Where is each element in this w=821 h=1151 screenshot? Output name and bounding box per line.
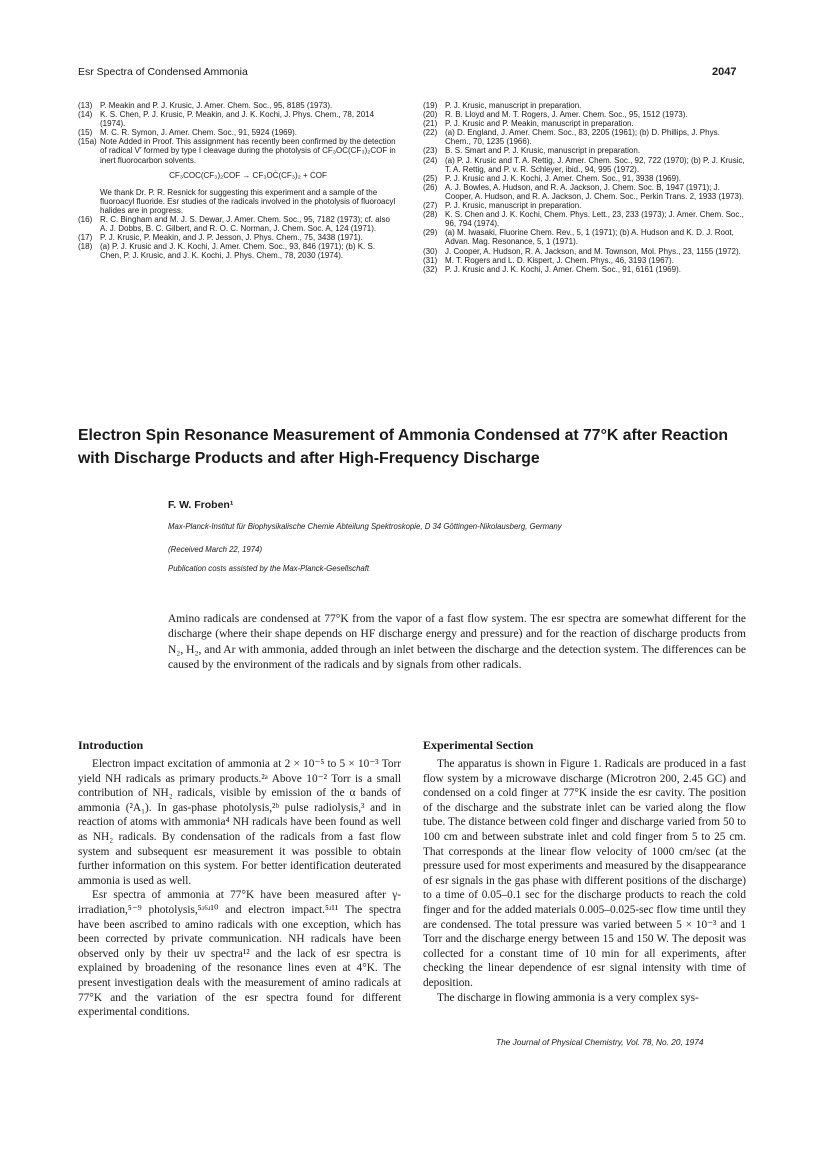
references-right <box>423 101 746 274</box>
reference-25: (25) P. J. Krusic and J. K. Kochi, J. Amer. Chem. Soc., 91, 3938 (1969). <box>423 173 681 183</box>
reference-26: (26) A. J. Bowles, A. Hudson, and R. A. Jackson, J. Chem. Soc. B, 1947 (1971); J. Cooper, A. Hudson, and R. A. Jackson, J. Chem. Soc., Perkin Trans. 2, 1933 (1973). <box>423 182 744 201</box>
author: F. W. Froben¹ <box>168 499 234 511</box>
reference-13: (13) P. Meakin and P. J. Krusic, J. Amer. Chem. Soc., 95, 8185 (1973). <box>78 101 333 110</box>
reference-31: (31) M. T. Rogers and L. D. Kispert, J. Chem. Phys., 46, 3193 (1967). <box>423 255 674 265</box>
article-title: Electron Spin Resonance Measurement of Ammonia Condensed at 77°K after Reaction with Discharge Products and after High-Frequency Discharge <box>78 427 729 467</box>
affiliation: Max-Planck-Institut für Biophysikalische Chemie Abteilung Spektroskopie, D 34 Göttingen-Nikolausberg, Germany <box>168 522 562 531</box>
introduction-paragraph: Electron impact excitation of ammonia at 2 × 10⁻⁵ to 5 × 10⁻³ Torr yield NH radicals as primary products.²ᵃ Above 10⁻² Torr is a small contribution of NH₂ radicals, visible by emission of the α bands of ammonia (²A₁). In gas-phase photolysis,²ᵇ pulse radiolysis,³ and in reaction of atoms with ammonia⁴ NH radicals have been found as well as NH₂ radicals. By condensation of the radicals from a fast flow system and subsequent esr measurement it was possible to obtain further information on this system. For better identification deuterated ammonia is used as well. <box>78 758 401 887</box>
introduction-paragraph: Esr spectra of ammonia at 77°K have been measured after γ-irradiation,⁵⁻⁹ photolysis,⁵ʴ⁶ʴ¹⁰ and electron impact.⁵ʴ¹¹ The spectra have been ascribed to amino radicals with one exception, which has been corrected by private communication. NH radicals have been observed only by their uv spectra¹² and the lack of esr spectra is explained by broadening of the resonance lines even at 4°K. The present investigation deals with the measurement of amino radicals at 77°K and the variation of the esr spectra found for different experimental conditions. <box>78 889 401 1019</box>
acknowledgment-note: We thank Dr. P. R. Resnick for suggesting this experiment and a sample of the fluoroacyl fluoride. Esr studies of the radicals involved in the photolysis of fluoroacyl halides are in progress. <box>100 187 396 215</box>
reference-16: (16) R. C. Bingham and M. J. S. Dewar, J. Amer. Chem. Soc., 95, 7182 (1973); cf. also A. J. Dobbs, B. C. Gilbert, and R. O. C. Norman, J. Chem. Soc. A, 124 (1971). <box>78 215 390 234</box>
introduction-heading: Introduction <box>78 738 144 752</box>
reference-23: (23) B. S. Smart and P. J. Krusic, manuscript in preparation. <box>423 146 641 156</box>
reference-27: (27) P. J. Krusic, manuscript in preparation. <box>423 201 582 211</box>
journal-footer: The Journal of Physical Chemistry, Vol. 78, No. 20, 1974 <box>496 1037 704 1047</box>
reference-29: (29) (a) M. Iwasaki, Fluorine Chem. Rev., 5, 1 (1971); (b) A. Hudson and K. D. J. Root, Advan. Mag. Resonance, 5, 1 (1971). <box>423 228 734 247</box>
experimental-paragraph: The discharge in flowing ammonia is a very complex sys- <box>437 991 699 1004</box>
experimental-paragraph: The apparatus is shown in Figure 1. Radicals are produced in a fast flow system by a microwave discharge (Microtron 200, 2.45 GC) and condensed on a cold finger at 77°K inside the esr cavity. The position of the discharge and the substrate inlet can be varied along the flow tube. The distance between cold finger and discharge varied from 50 to 100 cm and between substrate inlet and cold finger from 5 to 25 cm. That corresponds at the linear flow velocity of 1000 cm/sec (at the pressure used for most experiments and measured by the disappearance of esr signals in the gas phase with different positions of the discharge) to a time of 0.05–0.1 sec for the discharge products to reach the cold finger and for the added materials 0.005–0.025-sec flow time until they are condensed. The total pressure was varied between 5 × 10⁻³ and 1 Torr and the discharge energy between 15 and 150 W. The deposit was collected for a constant time of 10 min for all experiments, after checking the linear dependence of esr signal intensity with time of deposition. <box>423 758 746 989</box>
running-head: Esr Spectra of Condensed Ammonia <box>78 66 248 78</box>
reference-20: (20) R. B. Lloyd and M. T. Rogers, J. Amer. Chem. Soc., 95, 1512 (1973). <box>423 110 688 120</box>
page-number: 2047 <box>712 66 737 78</box>
received-date: (Received March 22, 1974) <box>168 545 263 554</box>
reference-24: (24) (a) P. J. Krusic and T. A. Rettig, J. Amer. Chem. Soc., 92, 722 (1970); (b) P. J. Krusic, T. A. Rettig, and P. v. R. Schleyer, ibid., 94, 995 (1972). <box>423 155 745 174</box>
publication-costs: Publication costs assisted by the Max-Planck-Gesellschaft <box>168 564 370 573</box>
reference-14: (14) K. S. Chen, P. J. Krusic, P. Meakin, and J. K. Kochi, J. Phys. Chem., 78, 2014 (1974). <box>78 110 375 129</box>
reference-15: (15) M. C. R. Symon, J. Amer. Chem. Soc., 91, 5924 (1969). <box>78 128 297 138</box>
experimental-heading: Experimental Section <box>423 738 534 752</box>
reference-18: (18) (a) P. J. Krusic and J. K. Kochi, J. Amer. Chem. Soc., 93, 846 (1971); (b) K. S. Chen, P. J. Krusic, and J. K. Kochi, J. Phys. Chem., 78, 2030 (1974). <box>78 242 376 261</box>
introduction-section <box>78 738 401 1020</box>
reference-22: (22) (a) D. England, J. Amer. Chem. Soc., 83, 2205 (1961); (b) D. Phillips, J. Phys. Chem., 70, 1235 (1966). <box>423 128 720 147</box>
reference-32: (32) P. J. Krusic and J. K. Kochi, J. Amer. Chem. Soc., 91, 6161 (1969). <box>423 264 681 274</box>
reference-21: (21) P. J. Krusic and P. Meakin, manuscript in preparation. <box>423 119 634 129</box>
abstract: Amino radicals are condensed at 77°K from the vapor of a fast flow system. The esr spectra are somewhat different for the discharge (where their shape depends on HF discharge energy and pressure) and for the reaction of discharge products from N₂, H₂, and Ar with ammonia, added through an inlet between the discharge and the detection system. The differences can be caused by the environment of the radicals and by signals from other radicals. <box>168 613 746 671</box>
reaction-equation: CF₃COC(CF₃)₂COF → CF₃OĊ(CF₃)₂ + ĊOF <box>169 170 327 180</box>
reference-19: (19) P. J. Krusic, manuscript in preparation. <box>423 101 582 110</box>
reference-30: (30) J. Cooper, A. Hudson, R. A. Jackson, and M. Townson, Mol. Phys., 23, 1155 (1972). <box>423 246 741 256</box>
references-left <box>78 101 396 261</box>
reference-15a: (15a) Note Added in Proof. This assignment has recently been confirmed by the detection of radical V′ formed by type I cleavage during the photolysis of CF₃OC(CF₃)₂COF in inert fluorocarbon solvents. <box>78 137 396 165</box>
reference-17: (17) P. J. Krusic, P. Meakin, and J. P. Jesson, J. Phys. Chem., 75, 3438 (1971). <box>78 233 363 243</box>
experimental-section <box>423 738 746 1005</box>
reference-28: (28) K. S. Chen and J. K. Kochi, Chem. Phys. Lett., 23, 233 (1973); J. Amer. Chem. Soc., 96, 794 (1974). <box>423 210 744 229</box>
